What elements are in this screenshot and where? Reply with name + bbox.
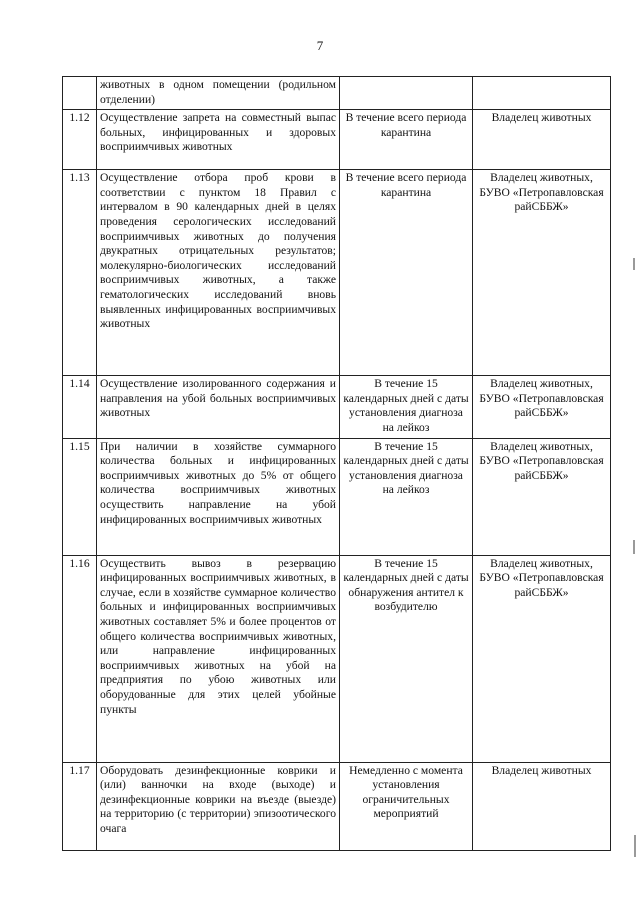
scan-edge-mark xyxy=(633,540,635,554)
scan-edge-mark xyxy=(633,258,635,270)
action-cell xyxy=(97,555,340,762)
row-number-cell: 1.16 xyxy=(63,555,97,762)
row-number-cell: 1.15 xyxy=(63,438,97,555)
scan-edge-mark xyxy=(634,835,636,857)
term-cell: В течение 15 календарных дней с даты установления диагноза на лейкоз xyxy=(340,376,473,438)
responsible-cell xyxy=(473,77,611,110)
action-text: Оборудовать дезинфекционные коврики и (или) ванночки на входе (выходе) и дезинфекционные коврики на въезде (выезде) на территорию (с территории) эпизоотического очага xyxy=(100,763,336,835)
table-row xyxy=(63,110,611,170)
term-cell: В течение всего периода карантина xyxy=(340,110,473,170)
measures-table xyxy=(62,76,611,851)
action-text: Осуществление изолированного содержания и направления на убой больных восприимчивых животных xyxy=(100,377,336,420)
term-cell: Немедленно с момента установления ограничительных мероприятий xyxy=(340,762,473,850)
responsible-cell: Владелец животных, БУВО «Петропавловская райСББЖ» xyxy=(473,170,611,376)
action-text: Осуществление запрета на совместный выпас больных, инфицированных и здоровых восприимчивых животных xyxy=(100,111,336,154)
row-number-cell: 1.13 xyxy=(63,170,97,376)
action-cell xyxy=(97,376,340,438)
action-text: животных в одном помещении (родильном отделении) xyxy=(100,78,336,106)
action-cell xyxy=(97,438,340,555)
table-row xyxy=(63,376,611,438)
responsible-cell: Владелец животных xyxy=(473,110,611,170)
row-number-cell: 1.17 xyxy=(63,762,97,850)
table-row xyxy=(63,77,611,110)
responsible-cell: Владелец животных, БУВО «Петропавловская райСББЖ» xyxy=(473,376,611,438)
term-cell: В течение всего периода карантина xyxy=(340,170,473,376)
action-cell xyxy=(97,170,340,376)
row-number-cell: 1.12 xyxy=(63,110,97,170)
responsible-cell: Владелец животных, БУВО «Петропавловская райСББЖ» xyxy=(473,555,611,762)
table-row xyxy=(63,438,611,555)
table-row xyxy=(63,762,611,850)
action-cell xyxy=(97,762,340,850)
action-cell xyxy=(97,77,340,110)
table-row xyxy=(63,555,611,762)
row-number-cell xyxy=(63,77,97,110)
page-number: 7 xyxy=(316,38,324,53)
action-text: Осуществить вывоз в резервацию инфицированных восприимчивых животных, в случае, если в хозяйстве суммарное количество больных и инфицированных восприимчивых животных составляет 5% и более процентов от общего количества восприимчивых животных, или направление инфицированных восприимчивых животных на убой на предприятия по убою животных или оборудованные для этих целей убойные пункты xyxy=(100,556,336,716)
action-text: При наличии в хозяйстве суммарного количества больных и инфицированных восприимчивых животных до 5% от общего количества восприимчивых животных осуществить направление на убой инфицированных восприимчивых животных xyxy=(100,439,336,526)
responsible-cell: Владелец животных xyxy=(473,762,611,850)
responsible-cell: Владелец животных, БУВО «Петропавловская райСББЖ» xyxy=(473,438,611,555)
action-cell xyxy=(97,110,340,170)
row-number-cell: 1.14 xyxy=(63,376,97,438)
term-cell: В течение 15 календарных дней с даты обнаружения антител к возбудителю xyxy=(340,555,473,762)
table-row xyxy=(63,170,611,376)
term-cell: В течение 15 календарных дней с даты установления диагноза на лейкоз xyxy=(340,438,473,555)
term-cell xyxy=(340,77,473,110)
action-text: Осуществление отбора проб крови в соответствии с пунктом 18 Правил с интервалом в 90 календарных дней в целях проведения серологических исследований восприимчивых животных до получения двукратных отрицательных результатов; молекулярно-биологических исследований восприимчивых животных, а также гематологических исследований вновь выявленных инфицированных восприимчивых животных xyxy=(100,171,336,331)
